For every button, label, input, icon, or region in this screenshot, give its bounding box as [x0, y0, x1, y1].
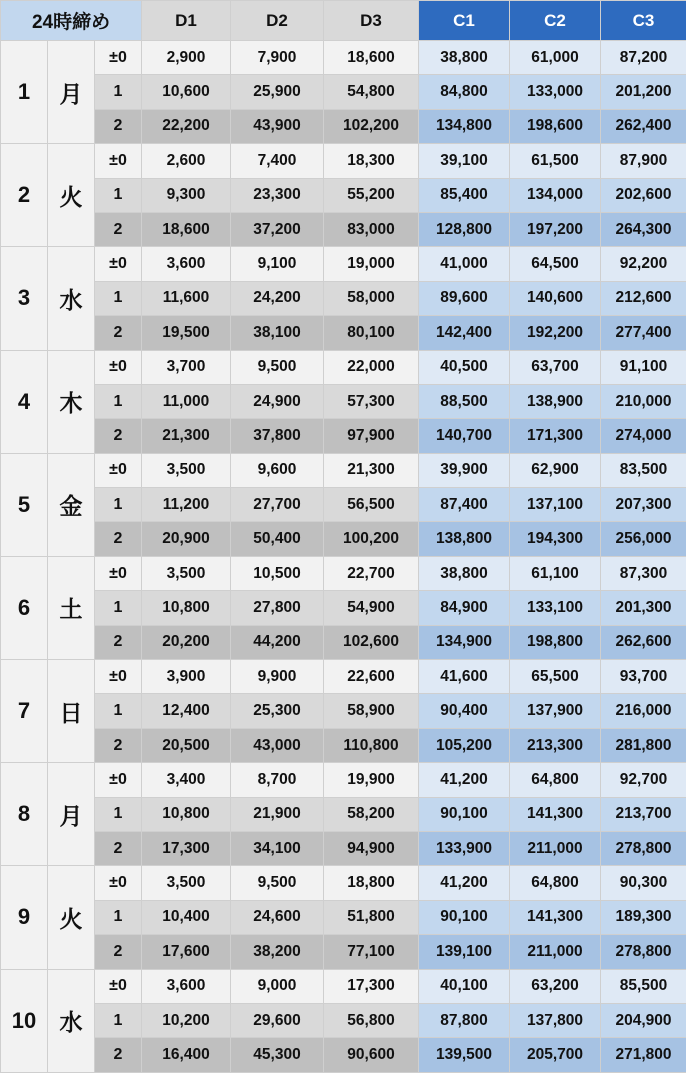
value-cell-c1: 133,900 [419, 831, 510, 865]
value-cell-d1: 20,500 [142, 728, 231, 762]
value-cell-c1: 128,800 [419, 212, 510, 246]
value-cell-c3: 262,600 [601, 625, 686, 659]
value-cell-c1: 90,400 [419, 694, 510, 728]
value-cell-d1: 3,400 [142, 763, 231, 797]
table-row [1, 453, 686, 487]
table-row [1, 694, 686, 728]
value-cell-d3: 58,900 [324, 694, 419, 728]
value-cell-d2: 44,200 [231, 625, 324, 659]
value-cell-c3: 212,600 [601, 281, 686, 315]
level-cell: 1 [95, 1003, 142, 1037]
value-cell-d3: 22,700 [324, 556, 419, 590]
table-row [1, 625, 686, 659]
value-cell-d1: 3,600 [142, 247, 231, 281]
table-row [1, 900, 686, 934]
value-cell-c2: 141,300 [510, 797, 601, 831]
value-cell-c1: 140,700 [419, 419, 510, 453]
table-row [1, 350, 686, 384]
value-cell-d3: 83,000 [324, 212, 419, 246]
value-cell-c3: 204,900 [601, 1003, 686, 1037]
group-number: 5 [1, 453, 48, 556]
value-cell-d2: 24,200 [231, 281, 324, 315]
level-cell: ±0 [95, 660, 142, 694]
value-cell-d3: 110,800 [324, 728, 419, 762]
value-cell-c3: 87,200 [601, 41, 686, 75]
value-cell-d1: 19,500 [142, 316, 231, 350]
value-cell-c2: 211,000 [510, 935, 601, 969]
level-cell: ±0 [95, 763, 142, 797]
value-cell-c2: 138,900 [510, 384, 601, 418]
value-cell-d2: 34,100 [231, 831, 324, 865]
value-cell-d1: 11,000 [142, 384, 231, 418]
column-header-c1: C1 [419, 1, 510, 41]
group-weekday: 金 [48, 453, 95, 556]
value-cell-c3: 85,500 [601, 969, 686, 1003]
value-cell-c1: 40,500 [419, 350, 510, 384]
level-cell: 2 [95, 625, 142, 659]
level-cell: ±0 [95, 453, 142, 487]
value-cell-d1: 3,500 [142, 556, 231, 590]
level-cell: 1 [95, 281, 142, 315]
value-cell-d2: 24,600 [231, 900, 324, 934]
value-cell-c3: 213,700 [601, 797, 686, 831]
value-cell-d1: 17,600 [142, 935, 231, 969]
value-cell-d1: 17,300 [142, 831, 231, 865]
column-header-c2: C2 [510, 1, 601, 41]
value-cell-d1: 20,200 [142, 625, 231, 659]
table-row [1, 419, 686, 453]
value-cell-d1: 10,400 [142, 900, 231, 934]
value-cell-d1: 12,400 [142, 694, 231, 728]
value-cell-c3: 92,200 [601, 247, 686, 281]
value-cell-d3: 51,800 [324, 900, 419, 934]
value-cell-d1: 3,900 [142, 660, 231, 694]
value-cell-c3: 210,000 [601, 384, 686, 418]
value-cell-c3: 271,800 [601, 1038, 686, 1072]
value-cell-c1: 105,200 [419, 728, 510, 762]
value-cell-d3: 19,900 [324, 763, 419, 797]
value-cell-d2: 10,500 [231, 556, 324, 590]
value-cell-c1: 89,600 [419, 281, 510, 315]
value-cell-d3: 55,200 [324, 178, 419, 212]
value-cell-d2: 24,900 [231, 384, 324, 418]
value-cell-c2: 61,000 [510, 41, 601, 75]
value-cell-d3: 19,000 [324, 247, 419, 281]
value-cell-c2: 194,300 [510, 522, 601, 556]
value-cell-c2: 198,600 [510, 109, 601, 143]
value-cell-d1: 10,600 [142, 75, 231, 109]
value-cell-d2: 9,900 [231, 660, 324, 694]
table-row [1, 522, 686, 556]
value-cell-d2: 7,900 [231, 41, 324, 75]
level-cell: ±0 [95, 247, 142, 281]
level-cell: 2 [95, 831, 142, 865]
table-row [1, 797, 686, 831]
value-cell-c1: 138,800 [419, 522, 510, 556]
value-cell-d3: 18,800 [324, 866, 419, 900]
level-cell: 1 [95, 694, 142, 728]
table-row [1, 556, 686, 590]
value-cell-c1: 41,000 [419, 247, 510, 281]
value-cell-c3: 207,300 [601, 488, 686, 522]
value-cell-c2: 61,100 [510, 556, 601, 590]
value-cell-c2: 133,000 [510, 75, 601, 109]
level-cell: 1 [95, 900, 142, 934]
table-row [1, 488, 686, 522]
group-weekday: 月 [48, 763, 95, 866]
value-cell-d1: 10,200 [142, 1003, 231, 1037]
level-cell: 2 [95, 212, 142, 246]
group-weekday: 月 [48, 41, 95, 144]
value-cell-c2: 62,900 [510, 453, 601, 487]
value-cell-c1: 40,100 [419, 969, 510, 1003]
table-row [1, 969, 686, 1003]
value-cell-c1: 87,800 [419, 1003, 510, 1037]
level-cell: 1 [95, 591, 142, 625]
value-cell-d3: 97,900 [324, 419, 419, 453]
table-row [1, 831, 686, 865]
column-header-d3: D3 [324, 1, 419, 41]
group-weekday: 日 [48, 660, 95, 763]
value-cell-c1: 84,800 [419, 75, 510, 109]
value-cell-c3: 202,600 [601, 178, 686, 212]
table-row [1, 144, 686, 178]
value-cell-d3: 102,600 [324, 625, 419, 659]
value-cell-d1: 3,500 [142, 453, 231, 487]
level-cell: ±0 [95, 969, 142, 1003]
table-row [1, 281, 686, 315]
corner-header: 24時締め [1, 1, 142, 41]
table-row [1, 109, 686, 143]
value-cell-d2: 29,600 [231, 1003, 324, 1037]
value-cell-d3: 22,000 [324, 350, 419, 384]
value-cell-c2: 140,600 [510, 281, 601, 315]
value-cell-c1: 41,200 [419, 866, 510, 900]
column-header-c3: C3 [601, 1, 686, 41]
value-cell-c1: 84,900 [419, 591, 510, 625]
value-cell-d1: 18,600 [142, 212, 231, 246]
value-cell-d1: 10,800 [142, 797, 231, 831]
value-cell-c2: 137,900 [510, 694, 601, 728]
level-cell: 2 [95, 935, 142, 969]
level-cell: ±0 [95, 866, 142, 900]
value-cell-c3: 189,300 [601, 900, 686, 934]
value-cell-c2: 133,100 [510, 591, 601, 625]
value-cell-d1: 21,300 [142, 419, 231, 453]
value-cell-d1: 2,900 [142, 41, 231, 75]
group-weekday: 土 [48, 556, 95, 659]
value-cell-c3: 83,500 [601, 453, 686, 487]
column-header-d2: D2 [231, 1, 324, 41]
group-weekday: 水 [48, 969, 95, 1072]
level-cell: ±0 [95, 144, 142, 178]
value-cell-d3: 94,900 [324, 831, 419, 865]
level-cell: 2 [95, 316, 142, 350]
value-cell-d2: 27,800 [231, 591, 324, 625]
value-cell-c1: 38,800 [419, 556, 510, 590]
value-cell-c2: 192,200 [510, 316, 601, 350]
value-cell-c1: 139,500 [419, 1038, 510, 1072]
value-cell-d3: 22,600 [324, 660, 419, 694]
value-cell-d3: 77,100 [324, 935, 419, 969]
value-cell-d3: 100,200 [324, 522, 419, 556]
level-cell: ±0 [95, 350, 142, 384]
value-cell-c1: 134,800 [419, 109, 510, 143]
value-cell-c2: 141,300 [510, 900, 601, 934]
value-cell-d2: 21,900 [231, 797, 324, 831]
table-body [1, 41, 686, 1073]
group-number: 1 [1, 41, 48, 144]
value-cell-c2: 171,300 [510, 419, 601, 453]
table-row [1, 178, 686, 212]
value-cell-c3: 264,300 [601, 212, 686, 246]
value-cell-d3: 17,300 [324, 969, 419, 1003]
value-cell-d3: 18,600 [324, 41, 419, 75]
value-cell-c1: 39,100 [419, 144, 510, 178]
value-cell-c2: 198,800 [510, 625, 601, 659]
value-cell-d3: 58,200 [324, 797, 419, 831]
group-number: 9 [1, 866, 48, 969]
value-cell-d2: 23,300 [231, 178, 324, 212]
value-cell-d2: 50,400 [231, 522, 324, 556]
value-cell-d1: 2,600 [142, 144, 231, 178]
value-cell-d3: 56,500 [324, 488, 419, 522]
group-number: 7 [1, 660, 48, 763]
value-cell-c2: 137,100 [510, 488, 601, 522]
table-row [1, 1038, 686, 1072]
table-row [1, 212, 686, 246]
group-number: 3 [1, 247, 48, 350]
value-cell-d2: 45,300 [231, 1038, 324, 1072]
table-row [1, 591, 686, 625]
group-number: 6 [1, 556, 48, 659]
group-number: 2 [1, 144, 48, 247]
group-weekday: 木 [48, 350, 95, 453]
group-number: 4 [1, 350, 48, 453]
value-cell-d2: 9,600 [231, 453, 324, 487]
table-row [1, 660, 686, 694]
value-cell-d3: 102,200 [324, 109, 419, 143]
group-weekday: 水 [48, 247, 95, 350]
level-cell: 2 [95, 728, 142, 762]
value-cell-c2: 211,000 [510, 831, 601, 865]
value-cell-c1: 87,400 [419, 488, 510, 522]
value-cell-d3: 21,300 [324, 453, 419, 487]
value-cell-d3: 54,800 [324, 75, 419, 109]
level-cell: ±0 [95, 41, 142, 75]
value-cell-c1: 139,100 [419, 935, 510, 969]
value-cell-c1: 39,900 [419, 453, 510, 487]
value-cell-c2: 197,200 [510, 212, 601, 246]
value-cell-d1: 22,200 [142, 109, 231, 143]
value-cell-c2: 137,800 [510, 1003, 601, 1037]
value-cell-c3: 256,000 [601, 522, 686, 556]
value-cell-c3: 278,800 [601, 831, 686, 865]
value-cell-d2: 37,800 [231, 419, 324, 453]
value-cell-d3: 57,300 [324, 384, 419, 418]
table-row [1, 935, 686, 969]
value-cell-d1: 11,600 [142, 281, 231, 315]
value-cell-d1: 9,300 [142, 178, 231, 212]
value-cell-c1: 41,600 [419, 660, 510, 694]
value-cell-c3: 87,300 [601, 556, 686, 590]
value-cell-d3: 58,000 [324, 281, 419, 315]
level-cell: 2 [95, 522, 142, 556]
value-cell-d3: 54,900 [324, 591, 419, 625]
group-weekday: 火 [48, 144, 95, 247]
level-cell: 1 [95, 797, 142, 831]
value-cell-d2: 38,200 [231, 935, 324, 969]
value-cell-d2: 9,100 [231, 247, 324, 281]
level-cell: ±0 [95, 556, 142, 590]
table-row [1, 41, 686, 75]
level-cell: 2 [95, 419, 142, 453]
table-row [1, 75, 686, 109]
column-header-d1: D1 [142, 1, 231, 41]
value-cell-d2: 43,000 [231, 728, 324, 762]
value-cell-c2: 205,700 [510, 1038, 601, 1072]
table-row [1, 763, 686, 797]
value-cell-d1: 10,800 [142, 591, 231, 625]
table-row [1, 247, 686, 281]
table-row [1, 1003, 686, 1037]
value-cell-d2: 7,400 [231, 144, 324, 178]
value-cell-c2: 64,800 [510, 866, 601, 900]
level-cell: 1 [95, 178, 142, 212]
value-cell-d2: 43,900 [231, 109, 324, 143]
value-cell-d3: 90,600 [324, 1038, 419, 1072]
value-cell-d2: 37,200 [231, 212, 324, 246]
value-cell-c3: 91,100 [601, 350, 686, 384]
table-row [1, 728, 686, 762]
value-cell-c3: 278,800 [601, 935, 686, 969]
value-cell-c1: 41,200 [419, 763, 510, 797]
level-cell: 1 [95, 488, 142, 522]
value-cell-d1: 3,600 [142, 969, 231, 1003]
value-cell-c1: 88,500 [419, 384, 510, 418]
header-row [1, 1, 686, 41]
table-row [1, 316, 686, 350]
value-cell-c1: 90,100 [419, 797, 510, 831]
value-cell-c3: 90,300 [601, 866, 686, 900]
value-cell-c1: 142,400 [419, 316, 510, 350]
group-weekday: 火 [48, 866, 95, 969]
value-cell-d2: 25,300 [231, 694, 324, 728]
value-cell-c3: 201,300 [601, 591, 686, 625]
value-cell-c3: 281,800 [601, 728, 686, 762]
value-cell-c3: 201,200 [601, 75, 686, 109]
value-cell-c1: 90,100 [419, 900, 510, 934]
value-cell-d1: 20,900 [142, 522, 231, 556]
value-cell-d3: 80,100 [324, 316, 419, 350]
value-cell-c1: 38,800 [419, 41, 510, 75]
level-cell: 1 [95, 75, 142, 109]
value-cell-c2: 61,500 [510, 144, 601, 178]
value-cell-d2: 9,000 [231, 969, 324, 1003]
value-cell-c2: 213,300 [510, 728, 601, 762]
group-number: 8 [1, 763, 48, 866]
value-cell-d3: 18,300 [324, 144, 419, 178]
value-cell-c2: 63,700 [510, 350, 601, 384]
value-cell-c3: 277,400 [601, 316, 686, 350]
value-cell-c2: 64,500 [510, 247, 601, 281]
value-cell-d3: 56,800 [324, 1003, 419, 1037]
value-cell-d2: 25,900 [231, 75, 324, 109]
level-cell: 2 [95, 1038, 142, 1072]
value-cell-d1: 3,500 [142, 866, 231, 900]
value-cell-d1: 3,700 [142, 350, 231, 384]
table-row [1, 384, 686, 418]
group-number: 10 [1, 969, 48, 1072]
value-cell-c2: 65,500 [510, 660, 601, 694]
table-row [1, 866, 686, 900]
value-cell-d2: 27,700 [231, 488, 324, 522]
value-cell-c3: 262,400 [601, 109, 686, 143]
level-cell: 1 [95, 384, 142, 418]
value-cell-c3: 93,700 [601, 660, 686, 694]
value-cell-d1: 11,200 [142, 488, 231, 522]
value-cell-c1: 134,900 [419, 625, 510, 659]
value-cell-c3: 92,700 [601, 763, 686, 797]
value-cell-d2: 9,500 [231, 866, 324, 900]
value-cell-c3: 216,000 [601, 694, 686, 728]
value-cell-c2: 64,800 [510, 763, 601, 797]
level-cell: 2 [95, 109, 142, 143]
value-cell-d1: 16,400 [142, 1038, 231, 1072]
value-cell-d2: 9,500 [231, 350, 324, 384]
value-cell-d2: 8,700 [231, 763, 324, 797]
value-cell-c2: 134,000 [510, 178, 601, 212]
value-cell-c1: 85,400 [419, 178, 510, 212]
value-cell-d2: 38,100 [231, 316, 324, 350]
value-cell-c3: 87,900 [601, 144, 686, 178]
value-cell-c2: 63,200 [510, 969, 601, 1003]
value-cell-c3: 274,000 [601, 419, 686, 453]
